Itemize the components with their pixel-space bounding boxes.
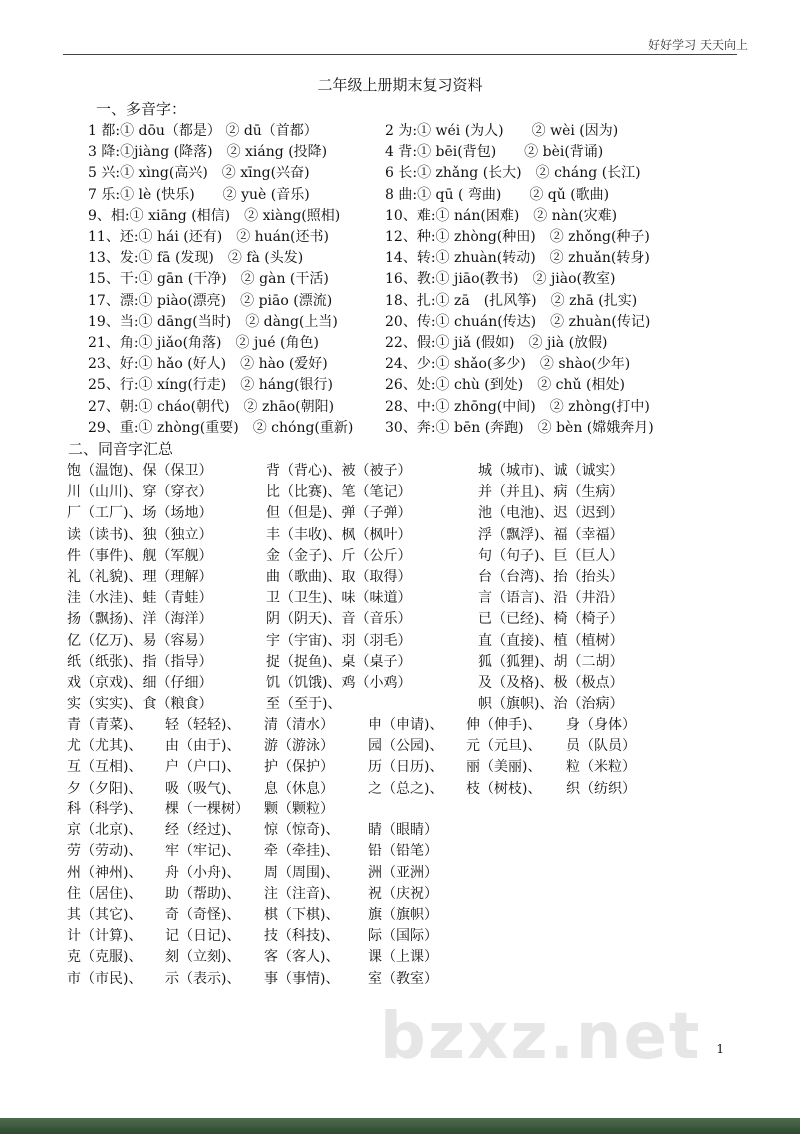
entry-text: 劳（劳动)、: [67, 843, 143, 860]
entry-text: 18、扎:① zā (扎风筝) ② zhā (扎实): [385, 292, 638, 309]
entry-text: 申（申请)、: [368, 717, 444, 733]
entry-text: 枝（树枝)、: [466, 780, 542, 797]
polyphone-row: [0, 226, 800, 247]
page-title: 二年级上册期末复习资料: [317, 76, 483, 94]
entry-text: 丽（美丽)、: [466, 759, 542, 776]
homophone-row: [0, 524, 800, 545]
entry-text: 3 降:①jiàng (降落) ② xiáng (投降): [88, 144, 328, 161]
entry-text: 帜（旗帜)、治（治病）: [478, 696, 624, 713]
entry-text: 扬（飘扬)、洋（海洋）: [67, 611, 213, 628]
entry-text: 及（及格)、极（极点）: [478, 675, 624, 691]
entry-text: 事（事情)、: [264, 970, 340, 987]
polyphone-row: [0, 247, 800, 268]
header-divider: [63, 54, 737, 55]
entry-text: 戏（京戏)、细（仔细）: [67, 675, 213, 691]
polyphone-row: [0, 120, 800, 141]
entry-text: 曲（歌曲)、取（取得）: [266, 569, 412, 585]
entry-text: 课（上课）: [368, 949, 438, 966]
entry-text: 宇（宇宙)、羽（羽毛）: [266, 632, 412, 649]
entry-text: 科（科学)、: [67, 801, 143, 817]
polyphone-row: [0, 332, 800, 353]
polyphone-row: [0, 162, 800, 183]
entry-text: 礼（礼貌)、理（理解）: [67, 569, 213, 585]
entry-text: 吸（吸气)、: [165, 780, 241, 797]
entry-text: 示（表示)、: [165, 970, 241, 987]
entry-text: 伸（伸手)、: [466, 717, 542, 733]
entry-text: 22、假:① jiǎ (假如) ② jià (放假): [385, 335, 608, 351]
homophone-row: [0, 545, 800, 566]
homophone-row: [0, 693, 800, 714]
entry-text: 捉（捉鱼)、桌（桌子）: [266, 653, 412, 670]
entry-text: 园（公园)、: [368, 738, 444, 755]
entry-text: 饱（温饱)、保（保卫）: [67, 463, 213, 479]
entry-text: 读（读书)、独（独立）: [67, 526, 213, 543]
entry-text: 员（队员）: [566, 738, 636, 755]
entry-text: 言（语言)、沿（井沿）: [478, 590, 624, 607]
entry-text: 技（科技)、: [264, 928, 340, 945]
entry-text: 2 为:① wéi (为人) ② wèi (因为): [385, 123, 619, 139]
homophone-row: [0, 630, 800, 651]
entry-text: 实（实实)、食（粮食）: [67, 696, 213, 713]
entry-text: 21、角:① jiǎo(角落) ② jué (角色): [88, 335, 319, 351]
entry-text: 24、少:① shǎo(多少) ② shào(少年): [385, 356, 631, 373]
entry-text: 金（金子)、斤（公斤）: [266, 547, 412, 564]
entry-text: 丰（丰收)、枫（枫叶）: [266, 526, 412, 543]
entry-text: 狐（狐狸)、胡（二胡）: [478, 653, 624, 670]
entry-text: 30、奔:① bēn (奔跑) ② bèn (嫦娥奔月): [385, 419, 654, 436]
homophone-row: [0, 904, 800, 925]
entry-text: 浮（飘浮)、福（幸福）: [478, 526, 624, 543]
entry-text: 祝（庆祝）: [368, 885, 438, 902]
entry-text: 1 都:① dōu（都是） ② dū（首都）: [88, 123, 318, 139]
header-motto: 好好学习 天天向上: [648, 38, 748, 52]
entry-text: 奇（奇怪)、: [165, 907, 241, 923]
homophone-row: [0, 608, 800, 629]
entry-text: 牵（牵挂)、: [264, 843, 340, 860]
entry-text: 但（但是)、弹（子弹）: [266, 505, 412, 522]
entry-text: 背（背心)、被（被子）: [266, 463, 412, 479]
entry-text: 互（互相)、: [67, 759, 143, 776]
entry-text: 清（清水）: [264, 717, 334, 733]
entry-text: 记（日记)、: [165, 928, 241, 945]
entry-text: 并（并且)、病（生病）: [478, 484, 624, 501]
entry-text: 阴（阴天)、音（音乐）: [266, 611, 412, 628]
homophone-row: [0, 946, 800, 967]
entry-text: 京（北京)、: [67, 822, 143, 839]
entry-text: 注（注音)、: [264, 885, 340, 902]
entry-text: 棋（下棋)、: [264, 907, 340, 923]
entry-text: 26、处:① chù (到处) ② chǔ (相处): [385, 377, 625, 394]
entry-text: 惊（惊奇)、: [264, 822, 340, 839]
entry-text: 10、难:① nán(困难) ② nàn(灾难): [385, 207, 618, 224]
bottom-decoration-bar: [0, 1118, 800, 1134]
polyphone-row: [0, 205, 800, 226]
entry-text: 铅（铅笔）: [368, 843, 438, 860]
entry-text: 16、教:① jiāo(教书) ② jiào(教室): [385, 271, 616, 288]
homophone-row: [0, 714, 800, 735]
entry-text: 克（克服)、: [67, 949, 143, 966]
entry-text: 之（总之)、: [368, 780, 444, 797]
entry-text: 直（直接)、植（植树）: [478, 632, 624, 649]
homophone-row: [0, 883, 800, 904]
entry-text: 助（帮助)、: [165, 885, 241, 902]
entry-text: 息（休息）: [264, 780, 334, 797]
homophone-row: [0, 968, 800, 989]
entry-text: 28、中:① zhōng(中间) ② zhòng(打中): [385, 398, 650, 415]
entry-text: 尤（尤其)、: [67, 738, 143, 755]
polyphone-row: [0, 396, 800, 417]
homophone-row: [0, 587, 800, 608]
homophone-row: [0, 925, 800, 946]
entry-text: 刻（立刻)、: [165, 949, 241, 966]
entry-text: 15、干:① gān (干净) ② gàn (干活): [88, 271, 329, 288]
entry-text: 睛（眼睛）: [368, 822, 438, 839]
entry-text: 其（其它)、: [67, 907, 143, 923]
polyphone-row: [0, 268, 800, 289]
homophone-row: [0, 566, 800, 587]
entry-text: 际（国际）: [368, 928, 438, 945]
entry-text: 20、传:① chuán(传达) ② zhuàn(传记): [385, 313, 651, 330]
watermark: bzxz.net: [380, 1000, 702, 1074]
entry-text: 住（居住)、: [67, 885, 143, 902]
entry-text: 5 兴:① xìng(高兴) ② xīng(兴奋): [88, 165, 310, 182]
entry-text: 历（日历)、: [368, 759, 444, 776]
polyphone-row: [0, 417, 800, 438]
entry-text: 17、漂:① piào(漂亮) ② piāo (漂流): [88, 292, 333, 309]
entry-text: 台（台湾)、抬（抬头）: [478, 569, 624, 585]
entry-text: 城（城市)、诚（诚实）: [478, 463, 624, 479]
entry-text: 川（山川)、穿（穿衣）: [67, 484, 213, 501]
entry-text: 25、行:① xíng(行走) ② háng(银行): [88, 377, 333, 394]
entry-text: 9、相:① xiāng (相信) ② xiàng(照相): [88, 207, 341, 224]
entry-text: 市（市民)、: [67, 970, 143, 987]
entry-text: 纸（纸张)、指（指导）: [67, 653, 213, 670]
entry-text: 13、发:① fā (发现) ② fà (头发): [88, 250, 304, 267]
entry-text: 4 背:① bēi(背包) ② bèi(背诵): [385, 144, 604, 161]
homophone-row: [0, 502, 800, 523]
entry-text: 游（游泳）: [264, 738, 334, 755]
polyphone-row: [0, 184, 800, 205]
entry-text: 牢（牢记)、: [165, 843, 241, 860]
entry-text: 颗（颗粒）: [264, 801, 334, 817]
entry-text: 轻（轻轻)、: [165, 717, 241, 733]
entry-text: 8 曲:① qū ( 弯曲) ② qǔ (歌曲): [385, 186, 610, 203]
entry-text: 周（周围)、: [264, 864, 340, 881]
entry-text: 室（教室）: [368, 970, 438, 987]
homophone-row: [0, 778, 800, 799]
entry-text: 池（电池)、迟（迟到）: [478, 505, 624, 522]
entry-text: 14、转:① zhuàn(转动) ② zhuǎn(转身): [385, 250, 650, 267]
entry-text: 棵（一棵树）: [165, 801, 249, 817]
entry-text: 经（经过)、: [165, 822, 241, 839]
entry-text: 12、种:① zhòng(种田) ② zhǒng(种子): [385, 229, 650, 245]
homophone-row: [0, 651, 800, 672]
entry-text: 亿（亿万)、易（容易）: [67, 632, 213, 649]
entry-text: 青（青菜)、: [67, 717, 143, 733]
entry-text: 织（纺织）: [566, 780, 636, 797]
entry-text: 件（事件)、舰（军舰）: [67, 547, 213, 564]
entry-text: 27、朝:① cháo(朝代) ② zhāo(朝阳): [88, 398, 335, 415]
polyphone-row: [0, 290, 800, 311]
entry-text: 由（由于)、: [165, 738, 241, 755]
entry-text: 旗（旗帜）: [368, 907, 438, 923]
entry-text: 元（元旦)、: [466, 738, 542, 755]
polyphone-row: [0, 374, 800, 395]
entry-text: 计（计算)、: [67, 928, 143, 945]
homophone-row: [0, 756, 800, 777]
polyphone-row: [0, 353, 800, 374]
entry-text: 客（客人)、: [264, 949, 340, 966]
section-homophone-heading: 二、同音字汇总: [68, 440, 174, 458]
homophone-row: [0, 798, 800, 819]
entry-text: 洲（亚洲）: [368, 864, 438, 881]
entry-text: 19、当:① dāng(当时) ② dàng(上当): [88, 313, 338, 330]
entry-text: 洼（水洼)、蛙（青蛙）: [67, 590, 213, 607]
entry-text: 夕（夕阳)、: [67, 780, 143, 797]
entry-text: 29、重:① zhòng(重要) ② chóng(重新): [88, 419, 354, 436]
entry-text: 11、还:① hái (还有) ② huán(还书): [88, 229, 329, 245]
entry-text: 句（句子)、巨（巨人）: [478, 547, 624, 564]
section-polyphone-heading: 一、多音字：: [96, 100, 187, 118]
entry-text: 饥（饥饿)、鸡（小鸡）: [266, 675, 412, 691]
homophone-row: [0, 672, 800, 693]
polyphone-row: [0, 311, 800, 332]
entry-text: 6 长:① zhǎng (长大) ② cháng (长江): [385, 165, 641, 182]
entry-text: 舟（小舟)、: [165, 864, 241, 881]
polyphone-row: [0, 141, 800, 162]
entry-text: 至（至于)、: [266, 696, 342, 713]
homophone-row: [0, 862, 800, 883]
homophone-row: [0, 460, 800, 481]
homophone-row: [0, 840, 800, 861]
entry-text: 州（神州)、: [67, 864, 143, 881]
homophone-row: [0, 819, 800, 840]
entry-text: 厂（工厂)、场（场地）: [67, 505, 213, 522]
entry-text: 已（已经)、椅（椅子）: [478, 611, 624, 628]
entry-text: 户（户口)、: [165, 759, 241, 776]
entry-text: 比（比赛)、笔（笔记）: [266, 484, 412, 501]
page-number: 1: [716, 1042, 724, 1056]
entry-text: 23、好:① hǎo (好人) ② hào (爱好): [88, 356, 328, 373]
entry-text: 护（保护）: [264, 759, 334, 776]
entry-text: 7 乐:① lè (快乐) ② yuè (音乐): [88, 186, 310, 203]
homophone-row: [0, 481, 800, 502]
entry-text: 卫（卫生)、味（味道）: [266, 590, 412, 607]
entry-text: 身（身体）: [566, 717, 636, 733]
entry-text: 粒（米粒）: [566, 759, 636, 776]
homophone-row: [0, 735, 800, 756]
